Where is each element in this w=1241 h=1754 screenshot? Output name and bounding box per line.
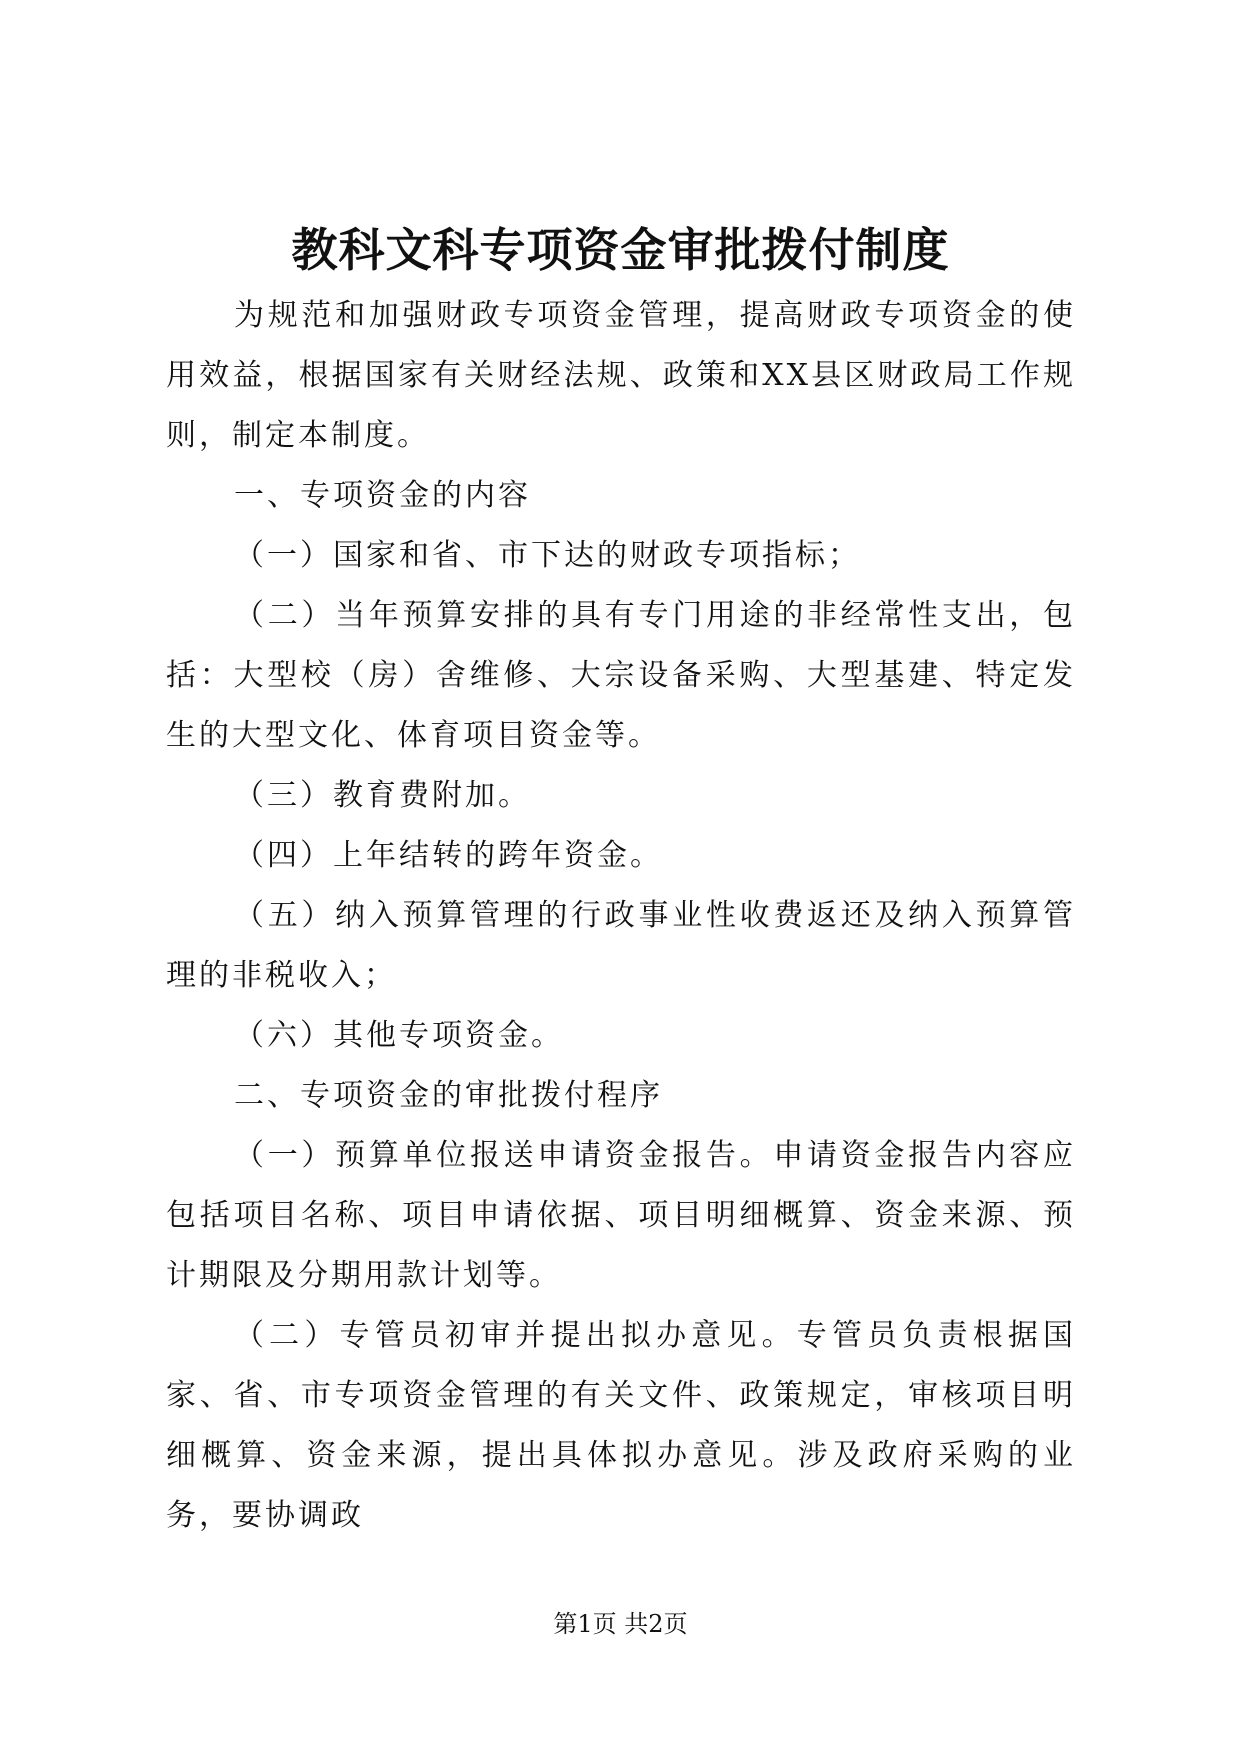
list-item: （一）预算单位报送申请资金报告。申请资金报告内容应包括项目名称、项目申请依据、项目明细概算、资金来源、预计期限及分期用款计划等。	[166, 1138, 1076, 1293]
section-heading-1: 一、专项资金的内容	[234, 478, 531, 513]
list-item: （四）上年结转的跨年资金。	[234, 838, 663, 873]
list-item: （六）其他专项资金。	[234, 1018, 564, 1053]
page-number-footer: 第1页 共2页	[553, 1610, 688, 1638]
list-item: （三）教育费附加。	[234, 778, 531, 813]
section-heading-2: 二、专项资金的审批拨付程序	[234, 1078, 663, 1113]
list-item: （五）纳入预算管理的行政事业性收费返还及纳入预算管理的非税收入；	[166, 898, 1076, 993]
document-title: 教科文科专项资金审批拨付制度	[291, 223, 950, 277]
list-item: （二）专管员初审并提出拟办意见。专管员负责根据国家、省、市专项资金管理的有关文件、政策规定，审核项目明细概算、资金来源，提出具体拟办意见。涉及政府采购的业务，要协调政	[166, 1318, 1076, 1533]
list-item: （二）当年预算安排的具有专门用途的非经常性支出，包括：大型校（房）舍维修、大宗设备采购、大型基建、特定发生的大型文化、体育项目资金等。	[166, 598, 1076, 753]
list-item: （一）国家和省、市下达的财政专项指标；	[234, 538, 861, 573]
paragraph-intro: 为规范和加强财政专项资金管理，提高财政专项资金的使用效益，根据国家有关财经法规、政策和XX县区财政局工作规则，制定本制度。	[166, 298, 1076, 453]
document-body	[166, 286, 1076, 1546]
